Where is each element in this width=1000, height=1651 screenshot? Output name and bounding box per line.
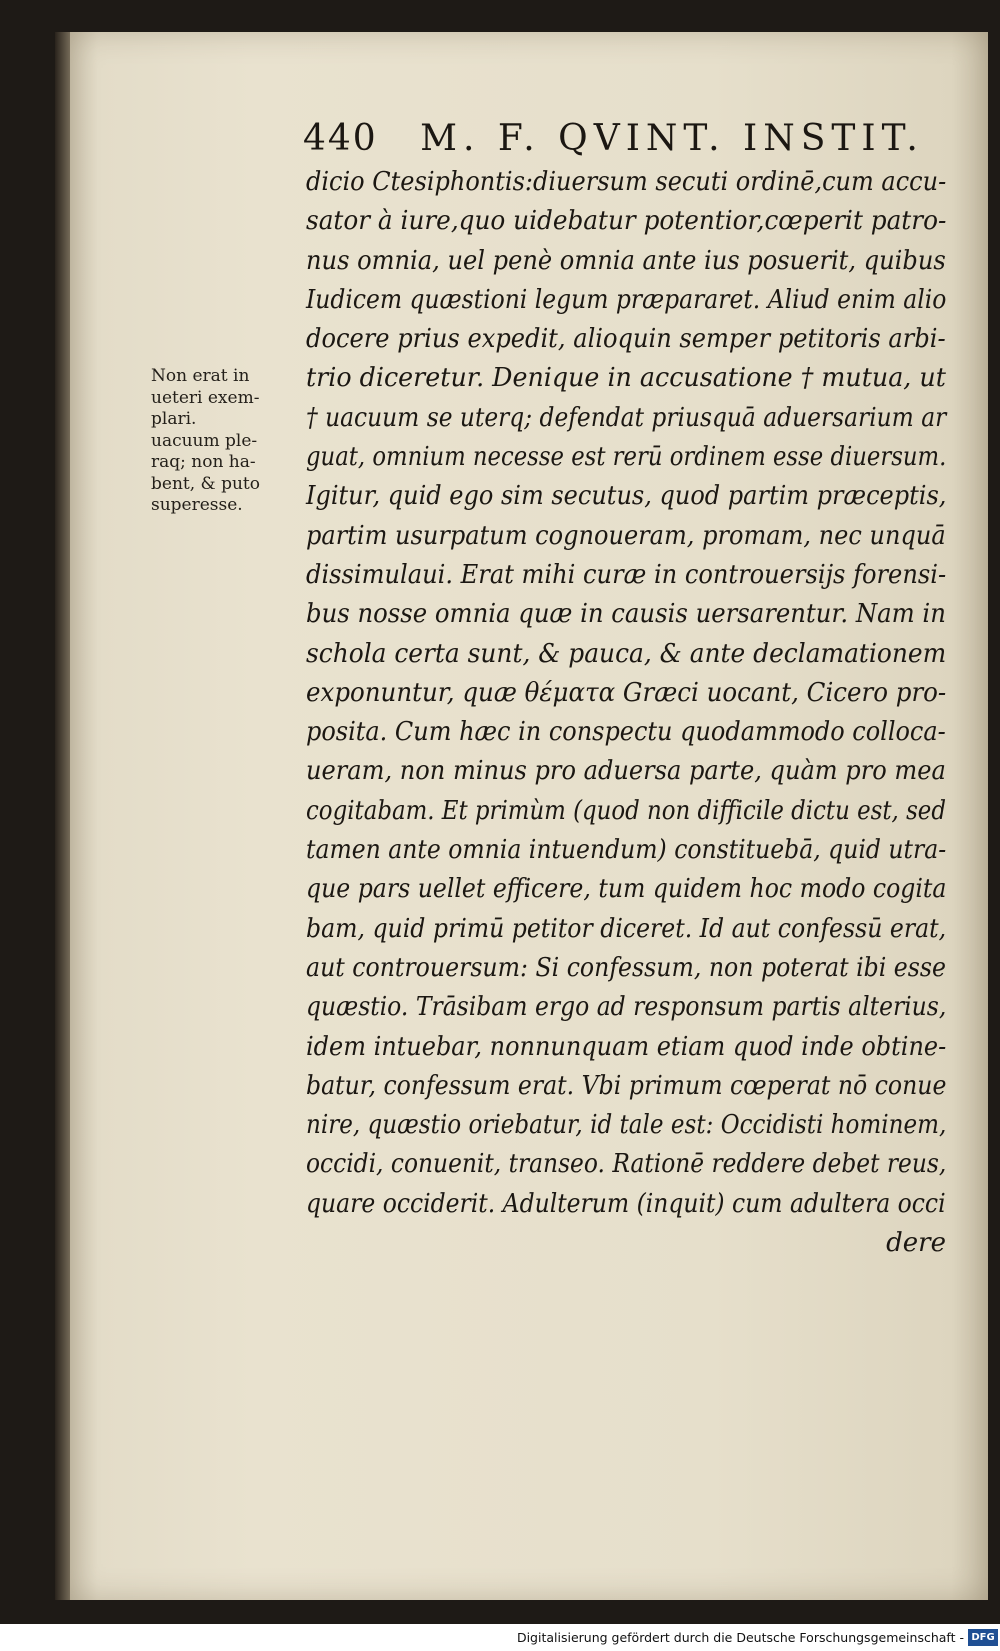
text-line: nire, quæstio oriebatur, id tale est: Occidisti hominem, [306, 1110, 947, 1141]
text-line: posita. Cum hæc in conspectu quodammodo colloca- [306, 717, 946, 748]
dfg-logo: DFG [968, 1629, 998, 1646]
running-head-title: M. F. QVINT. INSTIT. [420, 118, 924, 159]
digitization-footer [0, 1626, 1000, 1651]
text-line: docere prius expedit, alioquin semper petitoris arbi- [306, 324, 946, 355]
funding-credit: Digitalisierung gefördert durch die Deutsche Forschungsgemeinschaft - [516, 1630, 964, 1645]
margin-note-line: raq; non ha- [151, 452, 256, 472]
margin-note-line: Non erat in [151, 366, 250, 386]
text-line: idem intuebar, nonnunquam etiam quod inde obtine- [306, 1031, 947, 1062]
page-number: 440 [303, 118, 378, 159]
text-line: bam, quid primū petitor diceret. Id aut confessū erat, [306, 913, 947, 944]
text-line: partim usurpatum cognoueram, promam, nec unquā [306, 520, 946, 551]
text-line: Iudicem quæstioni legum præpararet. Aliud enim alio [306, 284, 947, 315]
text-line: schola certa sunt, & pauca, & ante declamationem [306, 638, 947, 669]
text-line: aut controuersum: Si confessum, non poterat ibi esse [306, 952, 946, 983]
text-line: dicio Ctesiphontis:diuersum secuti ordinē,cum accu- [306, 167, 947, 197]
text-line: nus omnia, uel penè omnia ante ius posuerit, quibus [306, 245, 946, 276]
text-line: † uacuum se uterq; defendat priusquā aduersarium ar [306, 402, 947, 433]
running-header [303, 118, 943, 162]
margin-note-line: plari. [151, 409, 197, 429]
text-line: dissimulaui. Erat mihi curæ in controuersijs forensi- [306, 559, 947, 590]
text-line: Igitur, quid ego sim secutus, quod partim præceptis, [306, 481, 947, 512]
text-line: cogitabam. Et primùm (quod non difficile dictu est, sed [306, 795, 946, 826]
margin-note-line: uacuum ple- [151, 430, 258, 451]
text-line: que pars uellet efficere, tum quidem hoc modo cogita [306, 874, 947, 905]
text-line: sator à iure,quo uidebatur potentior,cœperit patro- [306, 206, 947, 237]
margin-note [151, 366, 285, 517]
text-line: bus nosse omnia quæ in causis uersarentur. Nam in [306, 599, 946, 630]
catchword: dere [886, 1228, 946, 1259]
text-line: quæstio. Trāsibam ergo ad responsum partis alterius, [306, 992, 947, 1023]
text-line: exponuntur, quæ θέματα Græci uocant, Cicero pro- [306, 677, 947, 708]
margin-note-line: superesse. [151, 495, 243, 515]
text-line: quare occiderit. Adulterum (inquit) cum adultera occi [306, 1188, 946, 1219]
margin-note-line: ueteri exem- [151, 387, 260, 408]
text-line: ueram, non minus pro aduersa parte, quàm pro mea [306, 756, 946, 787]
main-text-block [306, 163, 946, 1263]
text-line: tamen ante omnia intuendum) constituebā, quid utra- [306, 835, 947, 866]
text-line: batur, confessum erat. Vbi primum cœperat nō conue [306, 1070, 947, 1101]
text-line: guat, omnium necesse est rerū ordinem esse diuersum. [306, 442, 947, 473]
margin-note-line: bent, & puto [151, 473, 260, 494]
text-line: trio diceretur. Denique in accusatione † mutua, ut [306, 363, 946, 394]
text-line: occidi, conuenit, transeo. Rationē reddere debet reus, [306, 1149, 947, 1180]
